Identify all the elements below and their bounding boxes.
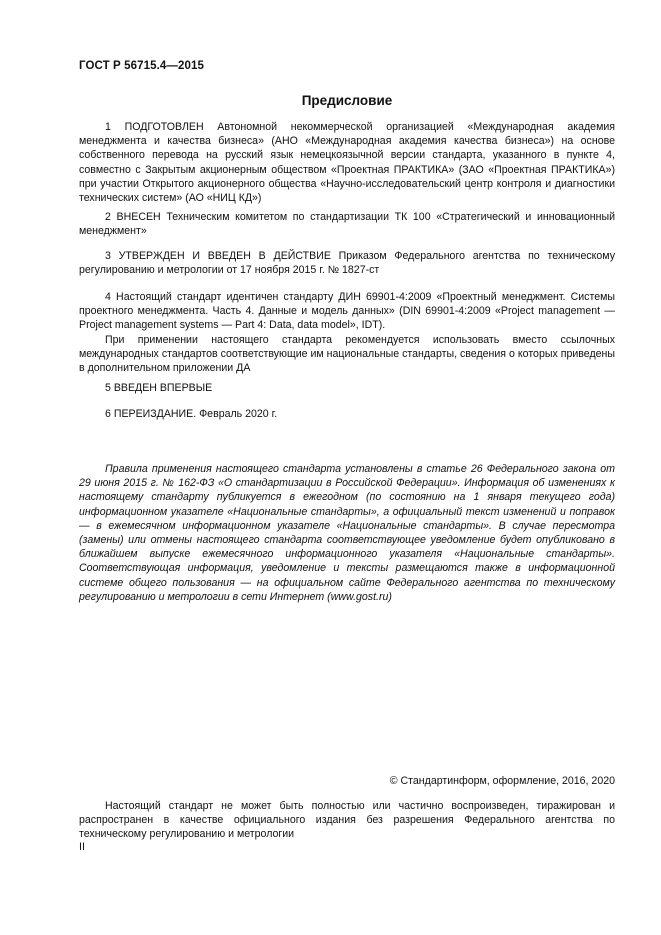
copyright-line: © Стандартинформ, оформление, 2016, 2020 (389, 775, 615, 787)
page-number: II (79, 841, 85, 853)
preface-paragraph-6: 6 ПЕРЕИЗДАНИЕ. Февраль 2020 г. (105, 408, 278, 420)
preface-paragraph-1: 1 ПОДГОТОВЛЕН Автономной некоммерческой организацией «Международная академия менеджмента и качества бизнеса» (АНО «Международная академия качества бизнеса») на основе собственного перевода на русский язык немецкоязычной версии стандарта, указанного в пункте 4, совместно с Закрытым акционерным обществом «Проектная ПРАКТИКА» (ЗАО «Проектная ПРАКТИКА») при участии Открытого акционерного общества «Научно-исследовательский центр контроля и диагностики технических систем» (АО «НИЦ КД») (79, 121, 615, 205)
preface-item-1 (79, 120, 615, 205)
section-title: Предисловие (301, 93, 393, 108)
preface-item-5 (79, 381, 615, 395)
preface-paragraph-4-note: При применении настоящего стандарта рекомендуется использовать вместо ссылочных международных стандартов соответствующие им национальные стандарты, сведения о которых приведены в дополнительном приложении ДА (79, 333, 615, 375)
preface-item-4 (79, 290, 615, 375)
preface-paragraph-4: 4 Настоящий стандарт идентичен стандарту ДИН 69901-4:2009 «Проектный менеджмент. Системы проектного менеджмента. Часть 4. Данные и модель данных» (DIN 69901-4:2009 «Project management — Project management systems — Part 4: Data, data model», IDT). (79, 291, 615, 332)
preface-item-2 (79, 210, 615, 238)
preface-item-3 (79, 249, 615, 277)
preface-paragraph-5: 5 ВВЕДЕН ВПЕРВЫЕ (105, 382, 213, 394)
preface-paragraph-3: 3 УТВЕРЖДЕН И ВВЕДЕН В ДЕЙСТВИЕ Приказом Федерального агентства по техническому регулированию и метрологии от 17 ноября 2015 г. № 1827-ст (79, 250, 615, 277)
preface-item-6 (79, 407, 615, 421)
document-code: ГОСТ Р 56715.4—2015 (79, 60, 204, 72)
application-rules-note (79, 462, 615, 604)
application-rules-text: Правила применения настоящего стандарта установлены в статье 26 Федерального закона от 29 июня 2015 г. № 162-ФЗ «О стандартизации в Российской Федерации». Информация об изменениях к настоящему стандарту публикуется в ежегодном (по состоянию на 1 января текущего года) информационном указателе «Национальные стандарты», а официальный текст изменений и поправок — в ежемесячном информационном указателе «Национальные стандарты». В случае пересмотра (замены) или отмены настоящего стандарта соответствующее уведомление будет опубликовано в ближайшем выпуске ежемесячного информационного указателя «Национальные стандарты». Соответствующая информация, уведомление и тексты размещаются также в информационной системе общего пользования — на официальном сайте Федерального агентства по техническому регулированию и метрологии в сети Интернет (www.gost.ru) (79, 463, 615, 603)
preface-paragraph-2: 2 ВНЕСЕН Техническим комитетом по стандартизации ТК 100 «Стратегический и инновационный менеджмент» (79, 211, 615, 238)
rights-notice: Настоящий стандарт не может быть полностью или частично воспроизведен, тиражирован и распространен в качестве официального издания без разрешения Федерального агентства по техническому регулированию и метрологии (79, 800, 615, 841)
